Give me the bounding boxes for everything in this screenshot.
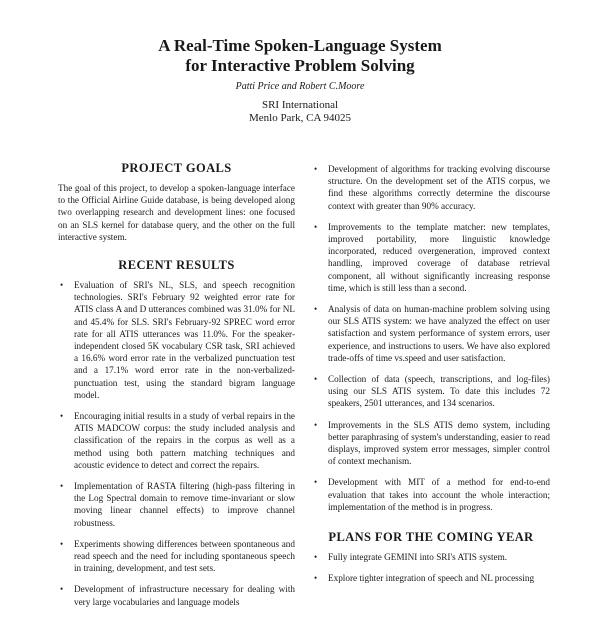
bullet-icon: • (314, 573, 318, 584)
bullet-icon: • (60, 481, 64, 492)
title-line-1: A Real-Time Spoken-Language System (158, 36, 442, 55)
bullet-icon: • (314, 477, 318, 488)
bullet-icon: • (314, 419, 318, 430)
list-item: • Development with MIT of a method for end-to-end evaluation that takes into account the whole interaction; implementation of the method is in progress. (314, 477, 550, 512)
list-item: • Improvements to the template matcher: new templates, improved portability, more linguistic knowledge incorporated, reduced overgeneration, improved context handling, improved coverage of database retrieval component, all without significantly increasing response time, which is still less than a second. (314, 221, 550, 293)
bullet-icon: • (314, 164, 318, 174)
list-item: • Experiments showing differences between spontaneous and read speech and the need for including spontaneous speech in training, development, and test sets. (60, 538, 295, 574)
plans-list (312, 551, 550, 584)
right-column (312, 163, 550, 593)
list-item: • Fully integrate GEMINI into SRI's ATIS system. (314, 552, 508, 563)
bullet-icon: • (314, 374, 318, 385)
right-results-list (312, 163, 550, 513)
title-line-2: for Interactive Problem Solving (185, 56, 415, 75)
left-column (58, 160, 295, 617)
list-item: • Evaluation of SRI's NL, SLS, and speech recognition technologies. SRI's February 92 weighted error rate for ATIS class A and D utterances combined was 31.0% for NL and 45.4% for SLS. SRI's February-92 SPREC word error rate for all ATIS utterances was 11.0%. For the speaker-independent closed 5K vocabulary CSR task, SRI achieved a 16.6% word error rate in the verbalized punctuation test and a 17.1% word error rate in the non-verbalized-punctuation test, using the standard bigram language model. (60, 280, 295, 400)
authors: Patti Price and Robert C.Moore (235, 81, 365, 92)
bullet-icon: • (60, 584, 64, 595)
bullet-icon: • (314, 221, 318, 232)
location: Menlo Park, CA 94025 (248, 111, 352, 124)
bullet-icon: • (60, 538, 64, 549)
list-item: • Collection of data (speech, transcriptions, and log-files) using our SLS ATIS system. To date this includes 72 speakers, 2501 utterances, and 134 scenarios. (314, 374, 550, 409)
paper-title (0, 36, 600, 76)
list-item: • Analysis of data on human-machine problem solving using our SLS ATIS system: we have analyzed the effect on user satisfaction and system performance of system errors, user experience, and instructions to users. We have also explored trade-offs of time vs.speed and user satisfaction. (314, 304, 550, 363)
institution: SRI International (261, 99, 339, 111)
affiliation (0, 99, 600, 124)
bullet-icon: • (60, 280, 64, 291)
project-goals-text: The goal of this project, to develop a spoken-language interface to the Official Airline Guide database, is being developed along two overlapping research and development lines: one focused on an SLS kernel for database query, and the other on the full interactive system. (58, 183, 295, 242)
list-item: • Development of infrastructure necessary for dealing with very large vocabularies and language models (60, 584, 295, 607)
plans-heading: PLANS FOR THE COMING YEAR (328, 530, 534, 545)
list-item: • Implementation of RASTA filtering (high-pass filtering in the Log Spectral domain to remove time-invariant or slow moving linear channel effects) to improve channel robustness. (60, 481, 295, 528)
bullet-icon: • (60, 411, 64, 422)
list-item: • Explore tighter integration of speech and NL processing (314, 573, 535, 584)
list-item: • Encouraging initial results in a study of verbal repairs in the ATIS MADCOW corpus: the study included analysis and classification of the repairs in the corpus as well as a method using both pattern matching techniques and acoustic evidence to detect and correct the repairs. (60, 411, 295, 470)
recent-results-heading: RECENT RESULTS (118, 258, 235, 273)
recent-results-list (58, 279, 295, 608)
list-item: • Development of algorithms for tracking evolving discourse structure. On the development set of the ATIS corpus, we find these algorithms correctly determine the discourse context with greater than 90% accuracy. (314, 164, 550, 211)
bullet-icon: • (314, 552, 318, 563)
project-goals-heading: PROJECT GOALS (121, 161, 232, 175)
list-item: • Improvements in the SLS ATIS demo system, including better paraphrasing of system's understanding, easier to read displays, improved system error messages, simpler control of context mechanism. (314, 419, 550, 467)
bullet-icon: • (314, 304, 318, 315)
